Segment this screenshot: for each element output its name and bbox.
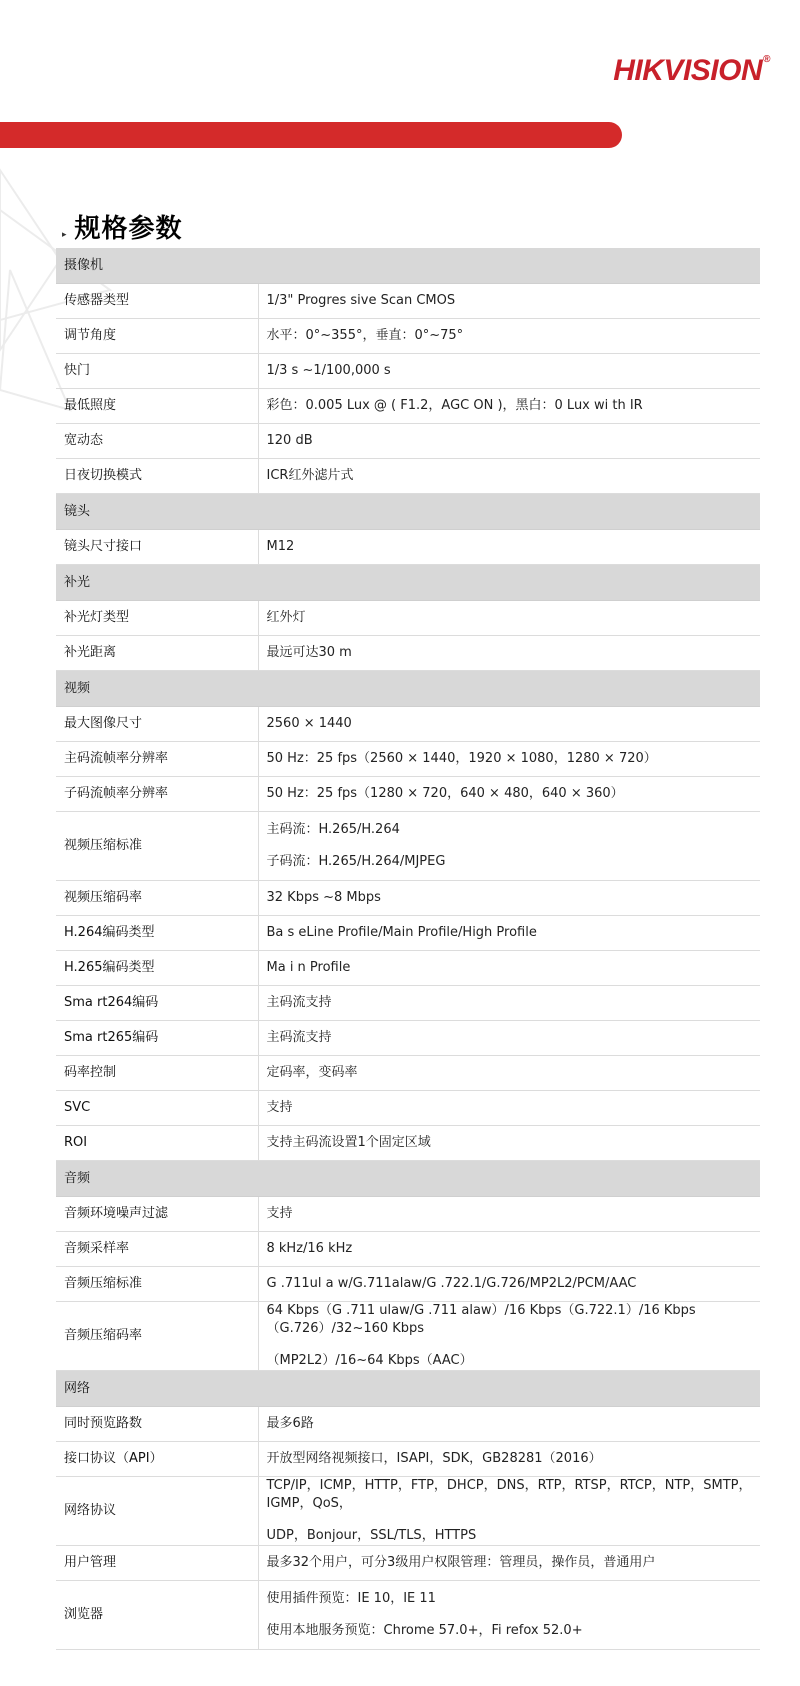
spec-label: 网络协议 (56, 1477, 258, 1546)
spec-label: SVC (56, 1091, 258, 1126)
table-row (56, 1267, 760, 1302)
table-row (56, 389, 760, 424)
spec-value: 开放型网络视频接口，ISAPI，SDK，GB28281（2016） (258, 1442, 760, 1477)
spec-value (258, 812, 760, 881)
table-row (56, 1091, 760, 1126)
table-row (56, 742, 760, 777)
section-title-text: 规格参数 (74, 214, 183, 244)
category-label: 视频 (56, 671, 760, 707)
table-row (56, 1126, 760, 1161)
spec-label: 最低照度 (56, 389, 258, 424)
spec-label: 调节角度 (56, 319, 258, 354)
spec-label: H.265编码类型 (56, 951, 258, 986)
spec-label: 视频压缩码率 (56, 881, 258, 916)
spec-label: 码率控制 (56, 1056, 258, 1091)
spec-value: 主码流支持 (258, 986, 760, 1021)
table-row (56, 1546, 760, 1581)
spec-label: H.264编码类型 (56, 916, 258, 951)
table-row (56, 951, 760, 986)
spec-label: 音频环境噪声过滤 (56, 1197, 258, 1232)
spec-value: Ma i n Profile (258, 951, 760, 986)
spec-value: 最多6路 (258, 1407, 760, 1442)
category-row (56, 1161, 760, 1197)
section-bullet-icon: ▸ (62, 230, 67, 240)
spec-table (56, 248, 760, 1650)
spec-value (258, 1477, 760, 1546)
spec-label: 音频采样率 (56, 1232, 258, 1267)
spec-value: Ba s eLine Profile/Main Profile/High Profile (258, 916, 760, 951)
spec-label: 补光灯类型 (56, 601, 258, 636)
table-row (56, 1581, 760, 1650)
spec-value: 水平：0°~355°，垂直：0°~75° (258, 319, 760, 354)
table-row (56, 1197, 760, 1232)
spec-label: 音频压缩标准 (56, 1267, 258, 1302)
category-label: 网络 (56, 1371, 760, 1407)
table-row (56, 1232, 760, 1267)
category-row (56, 671, 760, 707)
section-title (62, 208, 183, 245)
spec-value-line: 子码流：H.265/H.264/MJPEG (266, 854, 446, 869)
spec-label: 补光距离 (56, 636, 258, 671)
spec-value: ICR红外滤片式 (258, 459, 760, 494)
table-row (56, 354, 760, 389)
spec-value-line: （MP2L2）/16~64 Kbps（AAC） (266, 1353, 473, 1368)
spec-label: 用户管理 (56, 1546, 258, 1581)
spec-value: 8 kHz/16 kHz (258, 1232, 760, 1267)
table-row (56, 1021, 760, 1056)
spec-value: 2560 × 1440 (258, 707, 760, 742)
spec-label: 音频压缩码率 (56, 1302, 258, 1371)
spec-label: ROI (56, 1126, 258, 1161)
spec-value-line: 64 Kbps（G .711 ulaw/G .711 alaw）/16 Kbps（G.722.1）/16 Kbps（G.726）/32~160 Kbps (266, 1303, 696, 1336)
table-row (56, 530, 760, 565)
spec-value: 支持 (258, 1197, 760, 1232)
spec-value-line: UDP，Bonjour，SSL/TLS，HTTPS (266, 1528, 477, 1543)
brand-logo (613, 54, 770, 88)
table-row (56, 459, 760, 494)
spec-value-line: 主码流：H.265/H.264 (266, 822, 400, 837)
spec-label: Sma rt265编码 (56, 1021, 258, 1056)
spec-value: 1/3 s ~1/100,000 s (258, 354, 760, 389)
category-row (56, 494, 760, 530)
table-row (56, 986, 760, 1021)
category-label: 镜头 (56, 494, 760, 530)
spec-label: 宽动态 (56, 424, 258, 459)
category-label: 补光 (56, 565, 760, 601)
table-row (56, 424, 760, 459)
header-accent-band (0, 122, 622, 148)
spec-label: 同时预览路数 (56, 1407, 258, 1442)
spec-label: 子码流帧率分辨率 (56, 777, 258, 812)
category-label: 摄像机 (56, 248, 760, 284)
spec-label: 主码流帧率分辨率 (56, 742, 258, 777)
spec-value (258, 1302, 760, 1371)
spec-value-line: 使用插件预览：IE 10，IE 11 (266, 1591, 436, 1606)
spec-value: 50 Hz：25 fps（1280 × 720，640 × 480，640 × 360） (258, 777, 760, 812)
table-row (56, 1442, 760, 1477)
table-row (56, 601, 760, 636)
table-row (56, 1407, 760, 1442)
spec-value: 120 dB (258, 424, 760, 459)
category-row (56, 565, 760, 601)
table-row (56, 284, 760, 319)
table-row (56, 812, 760, 881)
brand-logo-text: HIKVISION (613, 54, 763, 87)
table-row (56, 777, 760, 812)
category-label: 音频 (56, 1161, 760, 1197)
spec-label: 传感器类型 (56, 284, 258, 319)
spec-label: 日夜切换模式 (56, 459, 258, 494)
spec-label: 浏览器 (56, 1581, 258, 1650)
spec-label: 接口协议（API） (56, 1442, 258, 1477)
spec-value: 最多32个用户，可分3级用户权限管理：管理员，操作员，普通用户 (258, 1546, 760, 1581)
table-row (56, 881, 760, 916)
spec-value-line: 使用本地服务预览：Chrome 57.0+，Fi refox 52.0+ (266, 1623, 583, 1638)
spec-label: 快门 (56, 354, 258, 389)
spec-value (258, 1581, 760, 1650)
spec-value: 支持 (258, 1091, 760, 1126)
spec-value: 定码率，变码率 (258, 1056, 760, 1091)
spec-value: 1/3" Progres sive Scan CMOS (258, 284, 760, 319)
table-row (56, 1477, 760, 1546)
table-row (56, 1056, 760, 1091)
spec-value: 红外灯 (258, 601, 760, 636)
spec-label: 视频压缩标准 (56, 812, 258, 881)
registered-mark: ® (763, 54, 770, 65)
spec-value: 主码流支持 (258, 1021, 760, 1056)
category-row (56, 1371, 760, 1407)
spec-value: 50 Hz：25 fps（2560 × 1440，1920 × 1080，1280 × 720） (258, 742, 760, 777)
spec-value: 彩色：0.005 Lux @ ( F1.2，AGC ON )，黑白：0 Lux wi th IR (258, 389, 760, 424)
spec-label: Sma rt264编码 (56, 986, 258, 1021)
spec-value-line: TCP/IP，ICMP，HTTP，FTP，DHCP，DNS，RTP，RTSP，RTCP，NTP，SMTP，IGMP，QoS， (266, 1478, 752, 1511)
table-row (56, 1302, 760, 1371)
table-row (56, 636, 760, 671)
spec-value: 32 Kbps ~8 Mbps (258, 881, 760, 916)
spec-label: 镜头尺寸接口 (56, 530, 258, 565)
spec-value: M12 (258, 530, 760, 565)
table-row (56, 707, 760, 742)
category-row (56, 248, 760, 284)
spec-value: 支持主码流设置1个固定区域 (258, 1126, 760, 1161)
spec-label: 最大图像尺寸 (56, 707, 258, 742)
table-row (56, 319, 760, 354)
table-row (56, 916, 760, 951)
spec-value: 最远可达30 m (258, 636, 760, 671)
spec-value: G .711ul a w/G.711alaw/G .722.1/G.726/MP2L2/PCM/AAC (258, 1267, 760, 1302)
